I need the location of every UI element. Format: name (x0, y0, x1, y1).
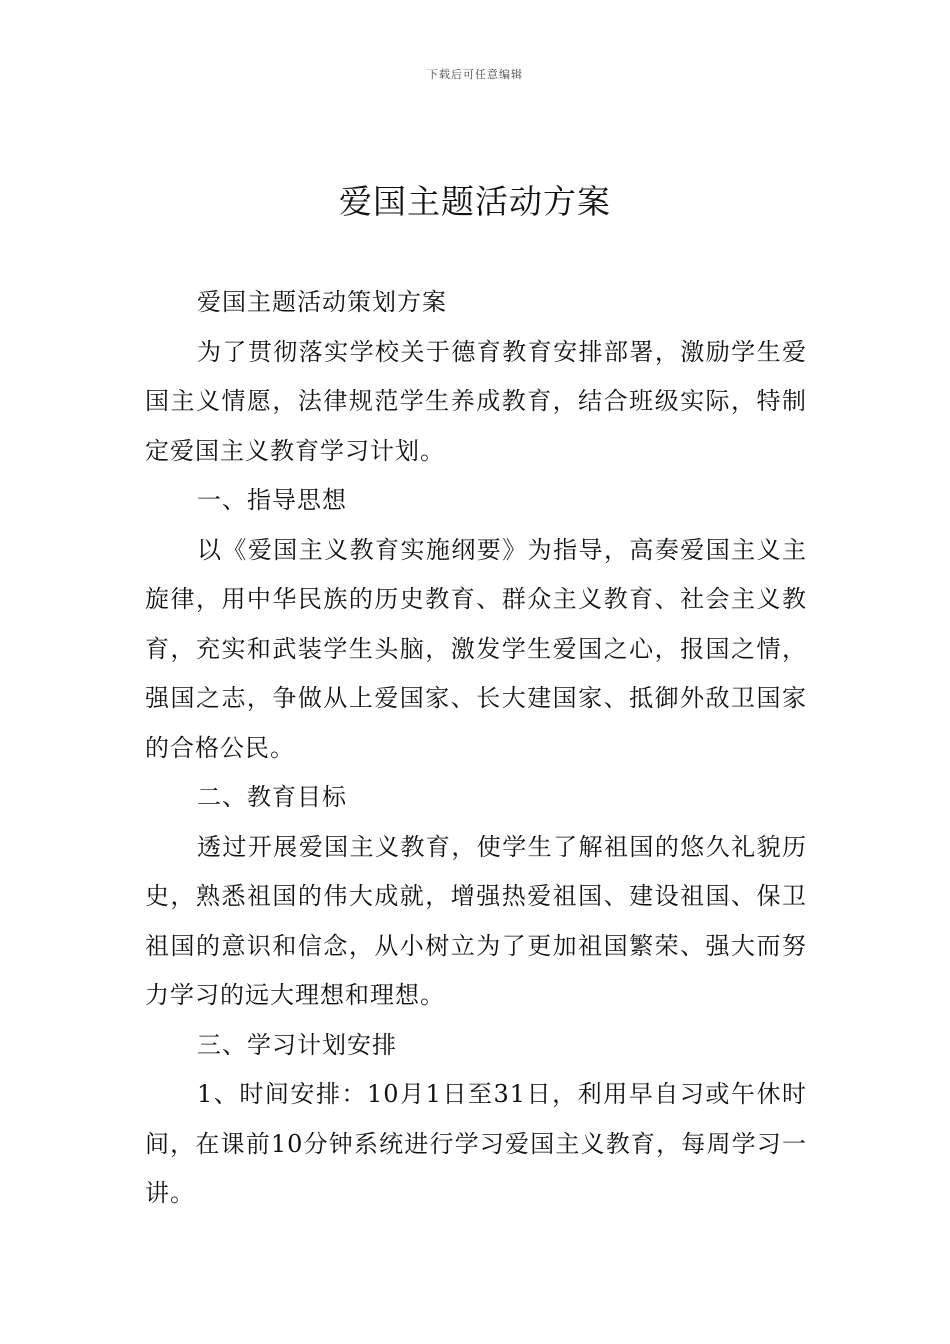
guiding-thought-paragraph: 以《爱国主义教育实施纲要》为指导，高奏爱国主义主旋律，用中华民族的历史教育、群众主义教育、社会主义教育，充实和武装学生头脑，激发学生爱国之心，报国之情，强国之志，争做从上爱国家、长大建国家、抵御外敌卫国家的合格公民。 (145, 535, 807, 762)
intro-paragraph: 为了贯彻落实学校关于德育教育安排部署，激励学生爱国主义情愿，法律规范学生养成教育，结合班级实际，特制定爱国主义教育学习计划。 (145, 337, 807, 465)
document-title: 爱国主题活动方案 (339, 182, 611, 221)
subtitle-paragraph: 爱国主题活动策划方案 (197, 288, 447, 316)
document-body (145, 278, 807, 1219)
section-heading-education-goals: 二、教育目标 (197, 783, 347, 811)
header-note: 下载后可任意编辑 (427, 68, 523, 81)
section-heading-guiding-thought: 一、指导思想 (197, 486, 347, 514)
study-plan-paragraph: 1、时间安排：10月1日至31日，利用早自习或午休时间，在课前10分钟系统进行学习爱国主义教育，每周学习一讲。 (145, 1080, 807, 1207)
education-goals-paragraph: 透过开展爱国主义教育，使学生了解祖国的悠久礼貌历史，熟悉祖国的伟大成就，增强热爱祖国、建设祖国、保卫祖国的意识和信念，从小树立为了更加祖国繁荣、强大而努力学习的远大理想和理想。 (145, 832, 807, 1009)
section-heading-study-plan: 三、学习计划安排 (197, 1030, 397, 1059)
